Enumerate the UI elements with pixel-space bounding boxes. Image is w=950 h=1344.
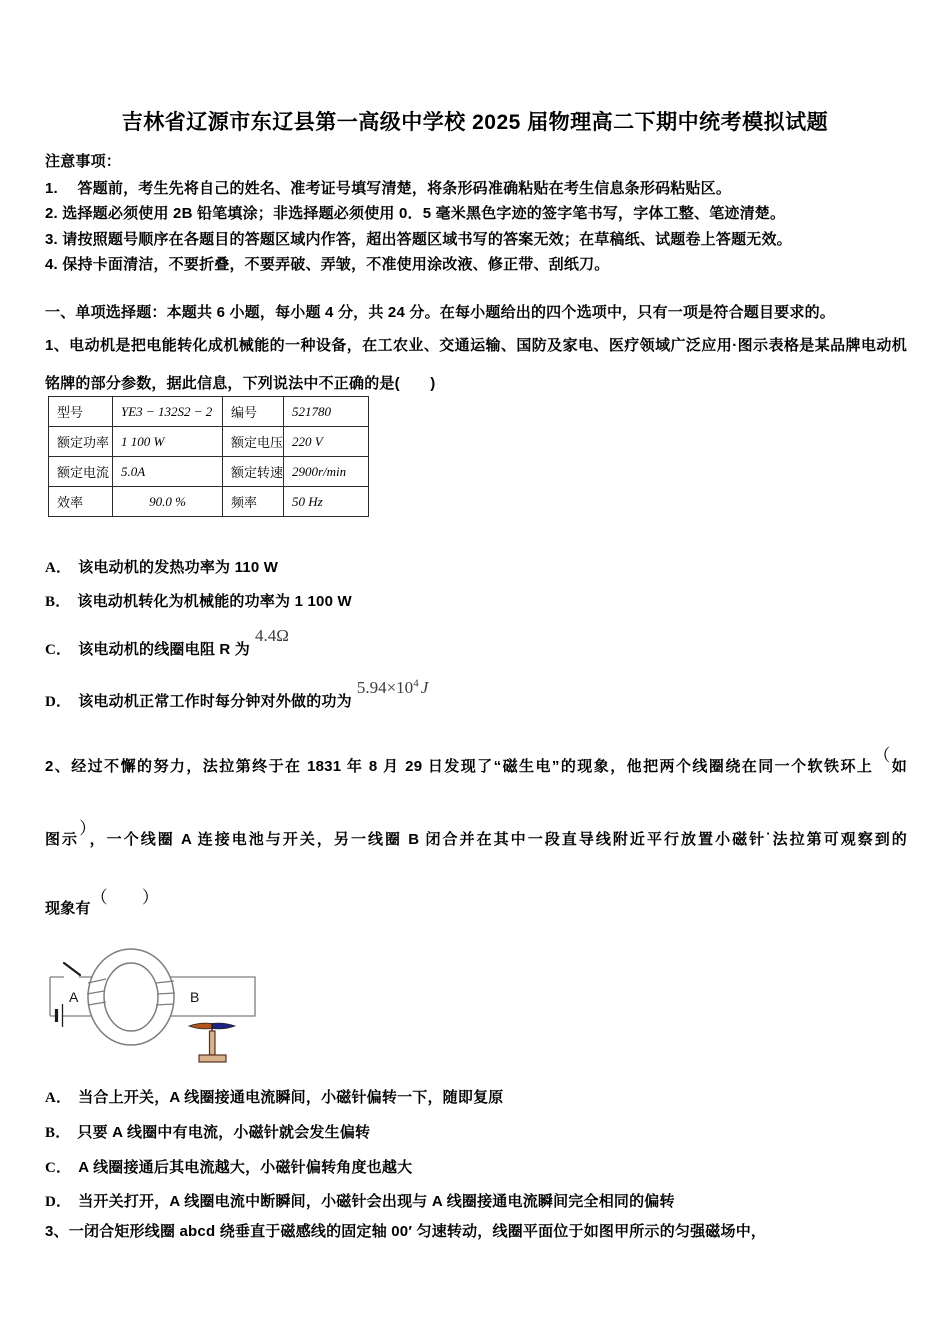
table-cell: 2900r/min [284, 457, 369, 487]
question-1-text: 1、电动机是把电能转化成机械能的一种设备，在工农业、交通运输、国防及家电、医疗领域广泛应用·图示表格是某品牌电动机铭牌的部分参数，据此信息，下列说法中不正确的是( ) [45, 337, 907, 392]
table-cell: 额定电压 [223, 427, 284, 457]
table-cell: 额定功率 [49, 427, 113, 457]
coil-a-label: A [69, 989, 79, 1005]
table-cell: 额定转速 [223, 457, 284, 487]
q1-option-a [45, 556, 925, 577]
raised-close-paren: ） [141, 888, 160, 907]
q2-line1-tail: 如 [891, 758, 907, 775]
compass-stand-base [199, 1055, 226, 1062]
coil-b-label: B [190, 989, 200, 1005]
iron-ring-inner [104, 963, 158, 1031]
option-label: C． [45, 642, 72, 658]
option-label: B． [45, 1125, 71, 1141]
option-label: C． [45, 1160, 72, 1176]
option-label: B． [45, 594, 71, 610]
option-text: 该电动机转化为机械能的功率为 1 100 W [77, 593, 352, 610]
question-3-text: 3、一闭合矩形线圈 abcd 绕垂直于磁感线的固定轴 00′ 匀速转动，线圈平面位于如图甲所示的匀强磁场中， [45, 1223, 767, 1240]
option-text: 该电动机正常工作时每分钟对外做的功为 [78, 693, 352, 710]
option-label: A． [45, 1090, 72, 1106]
table-cell: 额定电流 [49, 457, 113, 487]
formula-base: 5.94×10 [356, 678, 414, 697]
table-cell: 5.0A [113, 457, 223, 487]
notice-item-4: 4. 保持卡面清洁，不要折叠，不要弄破、弄皱，不准使用涂改液、修正带、刮纸刀。 [45, 256, 610, 273]
compass-stand-stem [210, 1031, 216, 1055]
table-row [49, 397, 369, 427]
table-cell: YE3 − 132S2 − 2 [113, 397, 223, 427]
q2-line1-text: 2、经过不懈的努力，法拉第终于在 1831 年 8 月 29 日发现了“磁生电”的现象，他把两个线圈绕在同一个软铁环上 [45, 758, 874, 775]
option-label: A． [45, 560, 72, 576]
table-cell: 220 V [284, 427, 369, 457]
question-2-line-3 [45, 888, 907, 920]
work-formula [357, 678, 428, 697]
question-2-line-1 [45, 746, 907, 778]
faraday-ring-diagram [40, 938, 290, 1080]
q2-line2-text: ，一个线圈 A 连接电池与开关，另一线圈 B 闭合并在其中一段直导线附近平行放置小磁针 [89, 831, 767, 848]
notice-heading: 注意事项： [45, 153, 122, 170]
question-2-line-2 [45, 819, 908, 851]
option-text: 只要 A 线圈中有电流，小磁针就会发生偏转 [77, 1124, 371, 1141]
q1-option-b [45, 590, 925, 611]
motor-nameplate-table [48, 396, 369, 517]
option-text: 该电动机的线圈电阻 R 为 [78, 641, 251, 658]
compass-needle-left [189, 1023, 212, 1029]
resistance-formula: 4.4Ω [255, 626, 289, 645]
q2-line2-lead: 图示 [45, 831, 80, 848]
notice-item-3: 3. 请按照题号顺序在各题目的答题区域内作答，超出答题区域书写的答案无效；在草稿纸、试题卷上答题无效。 [45, 231, 792, 248]
option-label: D． [45, 694, 72, 710]
q2-line3-text: 现象有 [45, 900, 91, 917]
option-text: 该电动机的发热功率为 110 W [78, 559, 279, 576]
compass-needle-right [212, 1023, 235, 1029]
option-text: 当合上开关，A 线圈接通电流瞬间，小磁针偏转一下，随即复原 [78, 1089, 504, 1106]
notice-item-1: 1. 答题前，考生先将自己的姓名、准考证号填写清楚，将条形码准确粘贴在考生信息条形码粘贴区。 [45, 180, 732, 197]
table-cell: 频率 [223, 487, 284, 517]
q2-line2-tail: 法拉第可观察到的 [770, 831, 908, 848]
option-text: 当开关打开，A 线圈电流中断瞬间，小磁针会出现与 A 线圈接通电流瞬间完全相同的偏转 [78, 1193, 675, 1210]
q2-option-c [45, 1156, 925, 1177]
raised-open-paren: （ [90, 888, 108, 907]
notice-item-2: 2. 选择题必须使用 2B 铅笔填涂；非选择题必须使用 0．5 毫米黑色字迹的签字笔书写，字体工整、笔迹清楚。 [45, 205, 786, 222]
table-row [49, 427, 369, 457]
section1-heading: 一、单项选择题：本题共 6 小题，每小题 4 分，共 24 分。在每小题给出的四个选项中，只有一项是符合题目要求的。 [45, 304, 835, 321]
table-cell: 1 100 W [113, 427, 223, 457]
q2-option-a [45, 1086, 925, 1107]
formula-unit: J [420, 678, 429, 697]
option-text: A 线圈接通后其电流越大，小磁针偏转角度也越大 [78, 1159, 413, 1176]
table-cell: 50 Hz [284, 487, 369, 517]
formula-exponent: 4 [413, 677, 419, 690]
raised-open-paren: （ [873, 746, 892, 765]
q2-option-b [45, 1121, 925, 1142]
table-cell: 90.0 % [113, 487, 223, 517]
table-row [49, 457, 369, 487]
q1-option-c [45, 626, 925, 659]
q2-option-d [45, 1190, 925, 1211]
option-label: D． [45, 1194, 72, 1210]
table-cell: 型号 [49, 397, 113, 427]
table-cell: 521780 [284, 397, 369, 427]
page-title: 吉林省辽源市东辽县第一高级中学校 2025 届物理高二下期中统考模拟试题 [121, 111, 829, 134]
raised-close-paren: ） [79, 819, 90, 838]
table-row [49, 487, 369, 517]
table-cell: 编号 [223, 397, 284, 427]
switch-icon [64, 963, 80, 975]
table-cell: 效率 [49, 487, 113, 517]
raised-dot: · [766, 826, 771, 841]
